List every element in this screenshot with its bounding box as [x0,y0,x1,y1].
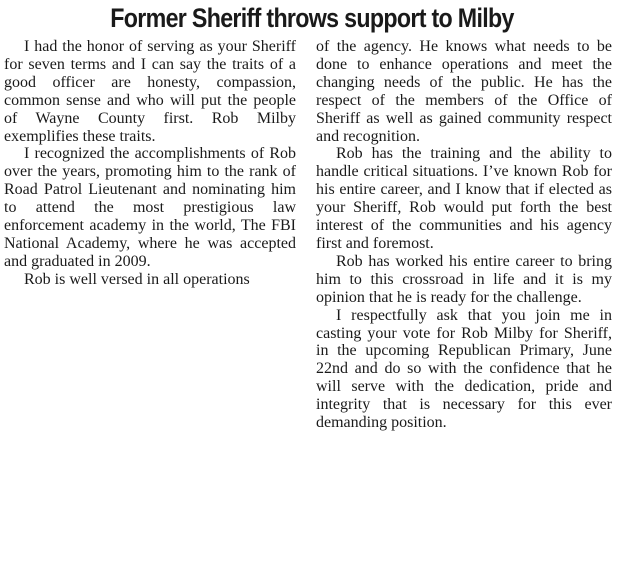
paragraph: Rob has worked his entire career to bring him to this crossroad in life and it is my opinion that he is ready for the challenge. [316,252,612,306]
paragraph-continued: of the agency. He knows what needs to be done to enhance operations and meet the changing needs of the public. He has the respect of the members of the Office of Sheriff as well as gained community respect and recognition. [316,38,612,145]
article-column-right [316,38,612,432]
paragraph: I had the honor of serving as your Sheriff for seven terms and I can say the traits of a good officer are honesty, compassion, common sense and who will put the people of Wayne County first. Rob Milby exemplifies these traits. [4,38,296,145]
paragraph: Rob has the training and the ability to handle critical situations. I’ve known Rob for his entire career, and I know that if elected as your Sheriff, Rob would put forth the best interest of the communities and his agency first and foremost. [316,145,612,252]
paragraph: Rob is well versed in all operations [24,270,250,288]
headline: Former Sheriff throws support to Milby [110,3,514,33]
paragraph: I respectfully ask that you join me in casting your vote for Rob Milby for Sheriff, in the upcoming Republican Primary, June 22nd and do so with the confidence that he will serve with the dedication, pride and integrity that is necessary for this ever demanding position. [316,306,612,432]
paragraph: I recognized the accomplishments of Rob over the years, promoting him to the rank of Road Patrol Lieutenant and nominating him to attend the most prestigious law enforcement academy in the world, The FBI National Academy, where he was accepted and graduated in 2009. [4,145,296,270]
article-column-left [4,38,296,289]
